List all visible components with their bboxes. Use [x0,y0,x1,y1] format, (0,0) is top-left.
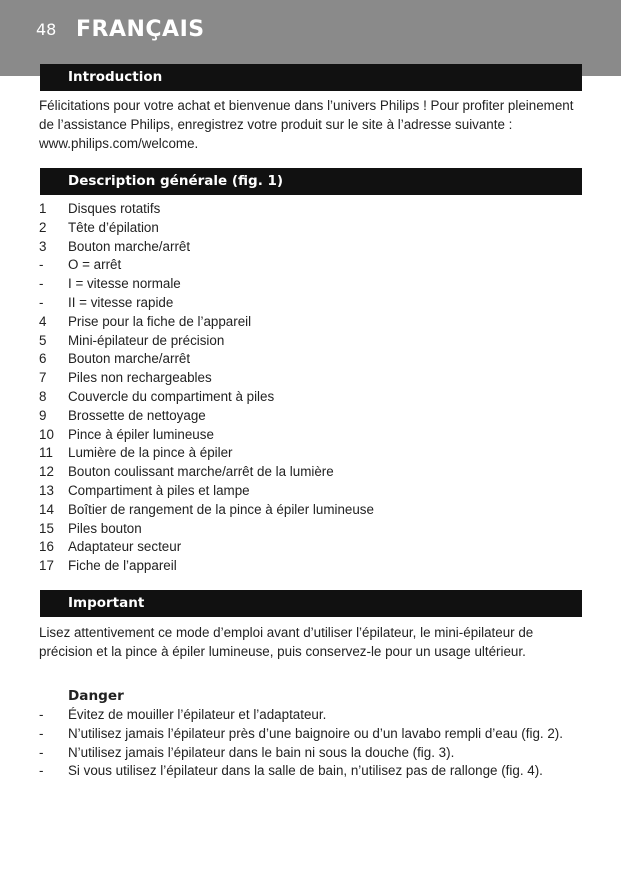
list-item [39,313,579,332]
list-item-text: Piles non rechargeables [68,370,212,386]
list-item-number: 11 [39,445,53,461]
list-item [39,350,579,369]
list-item [39,557,579,576]
list-item [39,501,579,520]
list-item-text: I = vitesse normale [68,276,181,292]
list-item-text: Prise pour la fiche de l’appareil [68,313,252,329]
list-item-text: Bouton marche/arrêt [68,238,191,254]
list-item [39,388,579,407]
list-item-number: 3 [39,238,47,254]
list-item [39,332,579,351]
list-item [39,426,579,445]
list-item-text: Mini-épilateur de précision [68,332,225,348]
list-item-text: Couvercle du compartiment à piles [68,388,275,404]
list-item [39,238,579,257]
list-item-text: Brossette de nettoyage [68,407,206,423]
list-item-text: Disques rotatifs [68,201,161,216]
danger-list [39,706,584,781]
list-item [39,482,579,501]
danger-item-dash: - [39,707,44,722]
list-item [39,463,579,482]
list-item-text: Fiche de l’appareil [68,558,177,574]
danger-item [39,762,584,781]
danger-item-text: N’utilisez jamais l’épilateur près d’une baignoire ou d’un lavabo rempli d’eau (fig. 2). [68,725,563,741]
list-item-number: 2 [39,219,47,235]
important-paragraph: Lisez attentivement ce mode d’emploi avant d’utiliser l’épilateur, le mini-épilateur de précision et la pince à épiler lumineuse, puis conservez-le pour un usage ultérieur. [39,625,534,659]
list-item-text: Pince à épiler lumineuse [68,426,214,442]
list-item [39,369,579,388]
list-item [39,294,579,313]
list-item-number: 10 [39,426,54,442]
list-item-number: 8 [39,388,47,404]
list-item [39,538,579,557]
list-item [39,275,579,294]
parts-list [39,200,579,576]
list-item-text: Adaptateur secteur [68,539,182,555]
danger-item-text: Si vous utilisez l’épilateur dans la salle de bain, n’utilisez pas de rallonge (fig. 4). [68,763,543,779]
list-item-number: 14 [39,501,54,517]
list-item-number: 5 [39,332,47,348]
danger-heading: Danger [68,688,124,704]
danger-item [39,744,584,763]
list-item-text: Bouton marche/arrêt [68,351,191,367]
list-item-text: Tête d’épilation [68,219,159,235]
section-title-introduction: Introduction [68,69,163,85]
list-item-number: 6 [39,351,47,367]
danger-item-dash: - [39,763,44,779]
list-item-number: 16 [39,539,54,555]
list-item-text: Lumière de la pince à épiler [68,445,233,461]
list-item-number: 4 [39,313,47,329]
section-title-description: Description générale (fig. 1) [68,173,284,189]
section-title-important: Important [68,595,145,611]
section-bar-introduction [40,64,582,91]
list-item [39,407,579,426]
danger-item [39,706,584,725]
danger-item-dash: - [39,725,44,741]
list-item-text: Compartiment à piles et lampe [68,482,250,498]
danger-item-text: N’utilisez jamais l’épilateur dans le bain ni sous la douche (fig. 3). [68,744,455,760]
list-item-number: - [39,276,44,292]
introduction-paragraph: Félicitations pour votre achat et bienvenue dans l’univers Philips ! Pour profiter pleinement de l’assistance Philips, enregistrez votre produit sur le site à l’adresse suivante : www.philips.com/welcome. [39,98,574,151]
list-item-number: 12 [39,464,54,480]
list-item-text: Bouton coulissant marche/arrêt de la lumière [68,464,334,480]
list-item-number: 7 [39,370,47,386]
list-item-number: 15 [39,520,54,536]
list-item-number: 17 [39,558,54,574]
page-number: 48 [36,20,57,39]
danger-item [39,725,584,744]
list-item-text: II = vitesse rapide [68,294,174,310]
list-item-text: Piles bouton [68,520,142,536]
list-item [39,200,579,219]
section-bar-description [40,168,582,195]
list-item-number: 13 [39,482,54,498]
language-title: FRANÇAIS [76,17,205,42]
list-item-text: O = arrêt [68,257,122,273]
list-item [39,256,579,275]
section-bar-important [40,590,582,617]
list-item-number: - [39,257,44,273]
list-item-number: 9 [39,407,47,423]
list-item-number: 1 [39,201,47,216]
list-item-text: Boîtier de rangement de la pince à épiler lumineuse [68,501,374,517]
list-item [39,219,579,238]
list-item-number: - [39,294,44,310]
danger-item-dash: - [39,744,44,760]
list-item [39,520,579,539]
danger-item-text: Évitez de mouiller l’épilateur et l’adaptateur. [68,707,327,722]
list-item [39,444,579,463]
